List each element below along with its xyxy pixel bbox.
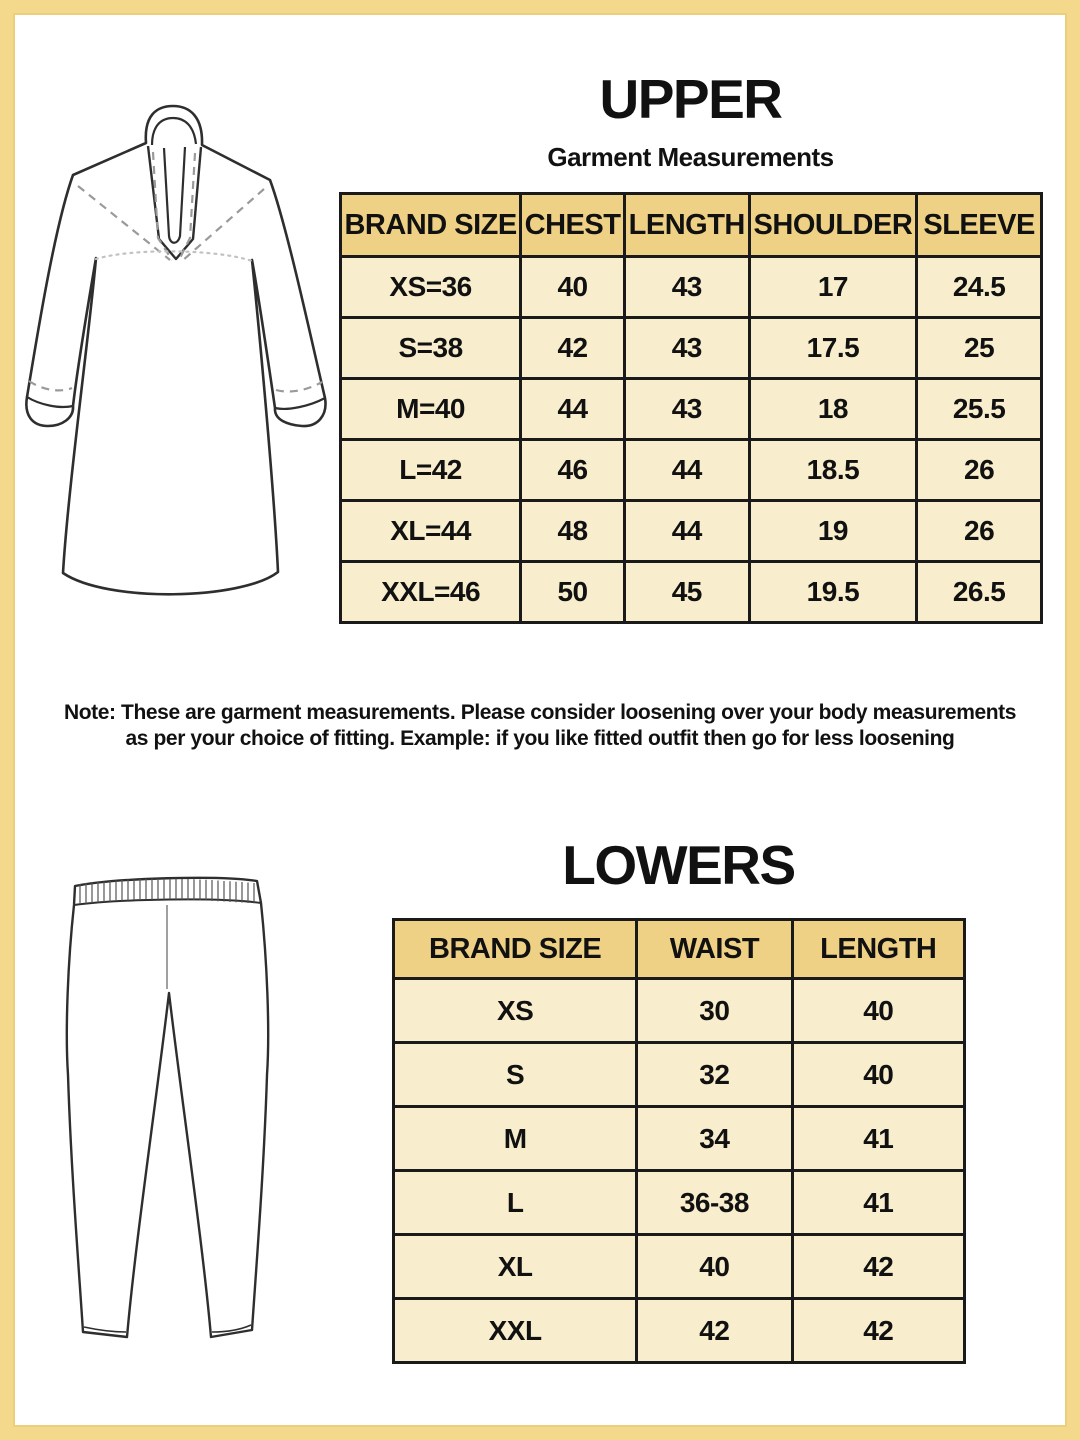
table-cell: 19.5 [749,562,917,623]
table-cell: XL=44 [341,501,521,562]
table-cell: 48 [521,501,625,562]
table-cell: 34 [637,1107,792,1171]
lowers-size-table [392,918,966,1364]
table-cell: 42 [637,1299,792,1363]
table-header-row [394,920,965,979]
table-row [394,1299,965,1363]
table-row [394,1171,965,1235]
table-cell: 42 [521,318,625,379]
table-cell: 32 [637,1043,792,1107]
table-cell: L=42 [341,440,521,501]
header-sleeve: SLEEVE [917,194,1042,257]
table-row [341,562,1042,623]
table-row [341,501,1042,562]
table-cell: 40 [521,257,625,318]
table-cell: 18 [749,379,917,440]
header-chest: CHEST [521,194,625,257]
table-cell: S=38 [341,318,521,379]
table-cell: 44 [521,379,625,440]
table-cell: M [394,1107,637,1171]
note-line-1: Note: These are garment measurements. Please consider loosening over your body measurements [63,701,1017,724]
lowers-title: LOWERS [562,834,795,896]
table-cell: L [394,1171,637,1235]
table-cell: 36-38 [637,1171,792,1235]
table-cell: XXL [394,1299,637,1363]
table-cell: XS=36 [341,257,521,318]
table-cell: 40 [792,979,964,1043]
table-cell: 50 [521,562,625,623]
table-header-row [341,194,1042,257]
table-cell: 26 [917,440,1042,501]
measurement-note [50,700,1030,752]
table-cell: XL [394,1235,637,1299]
table-cell: 41 [792,1171,964,1235]
table-cell: 44 [624,501,749,562]
table-row [341,318,1042,379]
table-cell: 17.5 [749,318,917,379]
note-line-2: as per your choice of fitting. Example: if you like fitted outfit then go for less loosening [125,727,955,750]
kurta-illustration [12,98,342,656]
pants-illustration [30,860,360,1420]
header-shoulder: SHOULDER [749,194,917,257]
table-row [394,1235,965,1299]
table-cell: 43 [624,379,749,440]
header-length: LENGTH [792,920,964,979]
table-cell: 42 [792,1235,964,1299]
table-cell: 41 [792,1107,964,1171]
upper-subtitle: Garment Measurements [547,142,834,172]
table-row [341,440,1042,501]
table-cell: 25 [917,318,1042,379]
table-cell: 44 [624,440,749,501]
table-row [341,257,1042,318]
table-cell: 17 [749,257,917,318]
upper-size-table [339,192,1043,624]
table-cell: S [394,1043,637,1107]
table-cell: XS [394,979,637,1043]
table-cell: 30 [637,979,792,1043]
table-cell: 25.5 [917,379,1042,440]
table-cell: 26.5 [917,562,1042,623]
header-brand-size: BRAND SIZE [341,194,521,257]
table-row [341,379,1042,440]
header-waist: WAIST [637,920,792,979]
table-row [394,979,965,1043]
table-cell: M=40 [341,379,521,440]
table-cell: 40 [637,1235,792,1299]
table-cell: XXL=46 [341,562,521,623]
table-cell: 24.5 [917,257,1042,318]
header-brand-size: BRAND SIZE [394,920,637,979]
table-cell: 42 [792,1299,964,1363]
table-row [394,1107,965,1171]
table-row [394,1043,965,1107]
table-cell: 43 [624,318,749,379]
table-cell: 46 [521,440,625,501]
table-cell: 18.5 [749,440,917,501]
table-cell: 40 [792,1043,964,1107]
table-cell: 26 [917,501,1042,562]
upper-title: UPPER [599,68,782,130]
table-cell: 19 [749,501,917,562]
table-cell: 45 [624,562,749,623]
table-cell: 43 [624,257,749,318]
header-length: LENGTH [624,194,749,257]
